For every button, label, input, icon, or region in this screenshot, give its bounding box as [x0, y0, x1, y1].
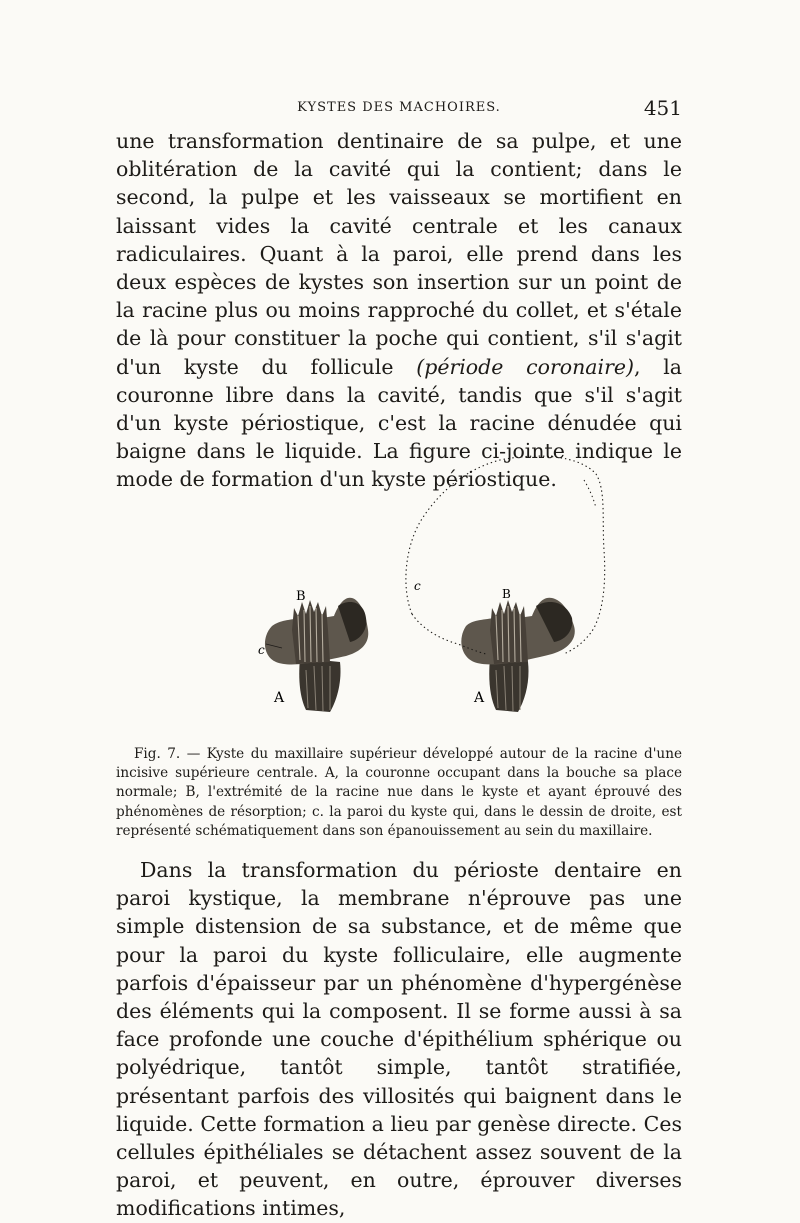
- figure-7: [0, 430, 800, 730]
- figure-7-illustration: [0, 430, 800, 730]
- right-label-b: B: [502, 587, 511, 601]
- paragraph-2: [116, 856, 682, 1223]
- running-title: KYSTES DES MACHOIRES.: [297, 100, 501, 115]
- running-head: [116, 96, 682, 120]
- page-number: 451: [643, 96, 682, 120]
- paragraph-2-text: Dans la transformation du périoste dentaire en paroi kystique, la membrane n'éprouve pas une simple distension de sa substance, et de même que pour la paroi du kyste folliculaire, elle augmente parfois d'épaisseur par un phénomène d'hypergénèse des éléments qui la composent. Il se forme aussi à sa face profonde une couche d'épithélium sphérique ou polyédrique, tantôt simple, tantôt stratifiée, présentant parfois des villosités qui baignent dans le liquide. Cette formation a lieu par genèse directe. Ces cellules épithéliales se détachent assez souvent de la paroi, et peuvent, en outre, éprouver diverses modifications intimes,: [116, 858, 682, 1221]
- figure-caption: [116, 745, 682, 841]
- paragraph-1-italic: (période coronaire): [416, 354, 634, 379]
- paragraph-1-text-a: une transformation dentinaire de sa pulpe, et une oblitération de la cavité qui la contient; dans le second, la pulpe et les vaisseaux se mortifient en laissant vides la cavité centrale et les canaux radiculaires. Quant à la paroi, elle prend dans les deux espèces de kystes son insertion sur un point de la racine plus ou moins rapproché du collet, et s'étale de là pour constituer la poche qui contient, s'il s'agit d'un kyste du follicule: [116, 129, 682, 379]
- figure-caption-text: Fig. 7. — Kyste du maxillaire supérieur développé autour de la racine d'une incisive supérieure centrale. A, la couronne occupant dans la bouche sa place normale; B, l'extrémité de la racine nue dans le kyste et ayant éprouvé des phénomènes de résorption; c. la paroi du kyste qui, dans le dessin de droite, est représenté schématiquement dans son épanouissement au sein du maxillaire.: [116, 746, 682, 839]
- paragraph-1-text-b: , la couronne libre dans la cavité, tandis que s'il s'agit d'un kyste périostique, c'est la racine dénudée qui baigne dans le liquide. La figure ci-jointe indique le mode de formation d'un kyste périostique.: [116, 354, 683, 492]
- left-label-a: A: [274, 690, 285, 706]
- right-tooth-drawing: [406, 456, 605, 712]
- right-label-c: c: [414, 579, 421, 593]
- right-label-a: A: [474, 690, 485, 706]
- left-label-c: c: [258, 643, 265, 657]
- left-label-b: B: [296, 589, 306, 604]
